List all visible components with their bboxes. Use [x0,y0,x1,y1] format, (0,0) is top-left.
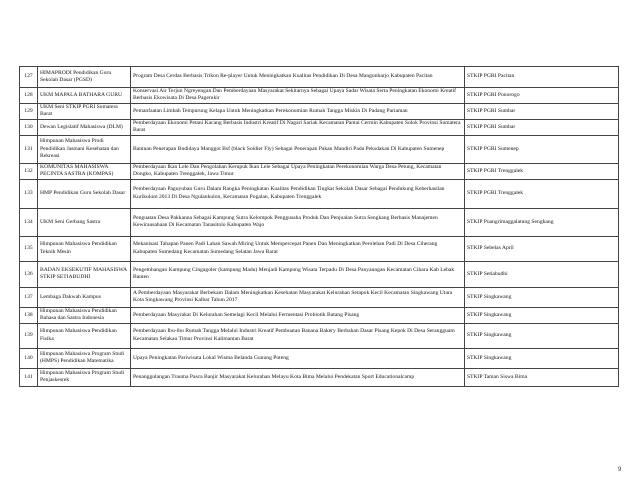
institution-cell: STKIP Taman Siswa Bima [465,368,619,386]
proposals-table [19,66,619,387]
organization-cell: Himpunan Mahasiswa Program Studi (HMPS) Pendidikan Matematika [38,348,131,368]
row-number: 135 [20,236,38,261]
organization-cell: UKM Seni Gerbang Sastra [38,208,131,236]
organization-cell: Himpunan Mahasiswa Pendidikan Teknik Mesin [38,236,131,261]
table-row [20,88,619,104]
table-row [20,236,619,261]
table-row [20,287,619,307]
table-row [20,67,619,88]
program-title-cell: Upaya Peningkatan Pariwisata Lokal Wisma Belanda Gunung Poteng [131,348,465,368]
row-number: 132 [20,163,38,179]
institution-cell: STKIP PGRI Sumbar [465,119,619,135]
institution-cell: STKIP Singkawang [465,323,619,348]
row-number: 128 [20,88,38,104]
institution-cell: STKIP PGRI Pacitan [465,67,619,88]
row-number: 138 [20,307,38,323]
institution-cell: STKIP Puangrimaggalatung Sengkang [465,208,619,236]
program-title-cell: Program Desa Cerdas Berbasis Trikon Re-player Untuk Meningkatkan Kualitas Pendidikan Di Desa Mangunharjo Kabupaten Pacitan [131,67,465,88]
institution-cell: STKIP Singkawang [465,287,619,307]
institution-cell: STKIP PGRI Trenggalek [465,179,619,208]
institution-cell: STKIP Singkawang [465,307,619,323]
table-row [20,208,619,236]
row-number: 133 [20,179,38,208]
table-row [20,135,619,163]
organization-cell: Himpunan Mahasiswa Program Studi Penjaskesrek [38,368,131,386]
table-row [20,103,619,119]
program-title-cell: Penanggulangan Trauma Pasca Banjir Masyarakat Kelurahan Melayu Kota Bima Melalui Pendekatan Sport Educationalcamp [131,368,465,386]
institution-cell: STKIP Setiabudhi [465,261,619,287]
row-number: 131 [20,135,38,163]
program-title-cell: Pemberdayaan Ekonomi Petani Kacang Berbasis Industri Kreatif Di Nagari Sariak Kecamatan Pantai Cermin Kabupaten Solok Provinsi Sumatera Barat [131,119,465,135]
program-title-cell: Pemberdayaan Ibu-ibu Rumah Tangga Melalui Industri Kreatif Pembuatan Banana Bakery Berbahan Dasar Pisang Kepok Di Desa Serangguam Kecamatan Selakau Timur Provinsi Kalimantan Barat [131,323,465,348]
program-title-cell: Pengembangan Kampung Cingagoler (kampung Madu) Menjadi Kampung Wisata Terpadu Di Desa Panyaungan Kecamatan Cihara Kab Lebak Banten [131,261,465,287]
institution-cell: STKIP PGRI Ponorogo [465,88,619,104]
table-row [20,119,619,135]
table-row [20,163,619,179]
table-row [20,323,619,348]
institution-cell: STKIP PGRI Sumenep [465,135,619,163]
organization-cell: KOMUNITAS MAHASISWA PECINTA SASTRA (KOMPAS) [38,163,131,179]
row-number: 127 [20,67,38,88]
organization-cell: HMP Pendidikan Guru Sekolah Dasar [38,179,131,208]
organization-cell: Himpunan Mahasiswa Pendidikan Fisika [38,323,131,348]
organization-cell: HIMAPRODI Pendidikan Guru Sekolah Dasar (PGSD) [38,67,131,88]
institution-cell: STKIP PGRI Sumbar [465,103,619,119]
table-row [20,307,619,323]
organization-cell: Lembaga Dakwah Kampus [38,287,131,307]
organization-cell: Dewan Legislatif Mahasiswa (DLM) [38,119,131,135]
program-title-cell: Pemberdayaan Paguyuban Guru Dalam Rangka Peningkatan Kualitas Pendidikan Tingkat Sekolah Dasar Sebagai Pendukung Keberhasilan Kurikulum 2013 Di Desa Ngulankulon, Kecamatan Pogalan, Kabupaten Trenggalek [131,179,465,208]
organization-cell: Himpunan Mahasiswa Prodi Pendidikan Jasmani Kesehatan dan Rekreasi [38,135,131,163]
program-title-cell: Pemberdayaan Masyrakat Di Kelurahan Semelagi Kecil Melalui Fermentasi Probiotik Batang Pisang [131,307,465,323]
program-title-cell: Pemanfaatan Limbah Tempurung Kelapa Untuk Meningkatkan Perekonomian Rumah Tangga Miskin Di Padang Pariaman [131,103,465,119]
organization-cell: UKM Seni STKIP PGRI Sumatera Barat [38,103,131,119]
row-number: 130 [20,119,38,135]
row-number: 129 [20,103,38,119]
row-number: 137 [20,287,38,307]
institution-cell: STKIP Singkawang [465,348,619,368]
row-number: 139 [20,323,38,348]
program-title-cell: Mekanisasi Tahapan Panen Padi Lahan Sawah Miring Untuk Mempercepat Panen Dan Meningkatkan Perolehan Padi Di Desa Ciherang Kabupaten Sumedang Kecamatan Sumedang Selatan Jawa Barat [131,236,465,261]
organization-cell: Himpunan Mahasiswa Pendidikan Bahasa dan Sastra Indonesia [38,307,131,323]
institution-cell: STKIP PGRI Trenggalek [465,163,619,179]
program-title-cell: Konservasi Air Terjun Ngreyengan Dan Pemberdayaan Masyarakat Sekitarnya Sebagai Upaya Sadar Wisata Serta Peningkatan Ekonomi Kreatif Berbasis Ekowisata Di Desa Pagerukir [131,88,465,104]
program-title-cell: A Pemberdayaan Masyarakat Berbekam Dalam Meningkatkan Kesehatan Masyarakat Kelurahan Setapok Kecil Kecamatan Singkawang Utara Kota Singkawang Provinsi Kalbar Tahun 2017 [131,287,465,307]
table-row [20,348,619,368]
row-number: 141 [20,368,38,386]
row-number: 136 [20,261,38,287]
row-number: 134 [20,208,38,236]
program-title-cell: Pemberdayaan Ikan Lele Dan Pengolahan Kerupuk Ikan Lele Sebagai Upaya Peningkatan Perekonomian Warga Desa Petung, Kecamatan Dongko, Kabupaten Trenggalek, Jawa Timur [131,163,465,179]
row-number: 140 [20,348,38,368]
organization-cell: BADAN EKSEKUTIF MAHASISWA STKIP SETIABUDHI [38,261,131,287]
organization-cell: UKM MAPALA BATHARA GURU [38,88,131,104]
table-row [20,179,619,208]
institution-cell: STKIP Sebelas April [465,236,619,261]
program-title-cell: Penguatan Desa Pakkanna Sebagai Kampung Sutra Kelompok Penggusaha Produk Dan Penjualan Sutra Sengkang Berbasis Manajemen Kewirausahaan Di Kecamatan Tanasitolo Kabupaten Wajo [131,208,465,236]
page-number: 9 [618,467,622,473]
table-row [20,261,619,287]
table-row [20,368,619,386]
program-title-cell: Bantuan Penerapan Budidaya Manggot Bsf (black Soldier Fly) Sebagai Penerapan Pakan Mandiri Pada Peksdakan Di Kabupaten Sumenep [131,135,465,163]
